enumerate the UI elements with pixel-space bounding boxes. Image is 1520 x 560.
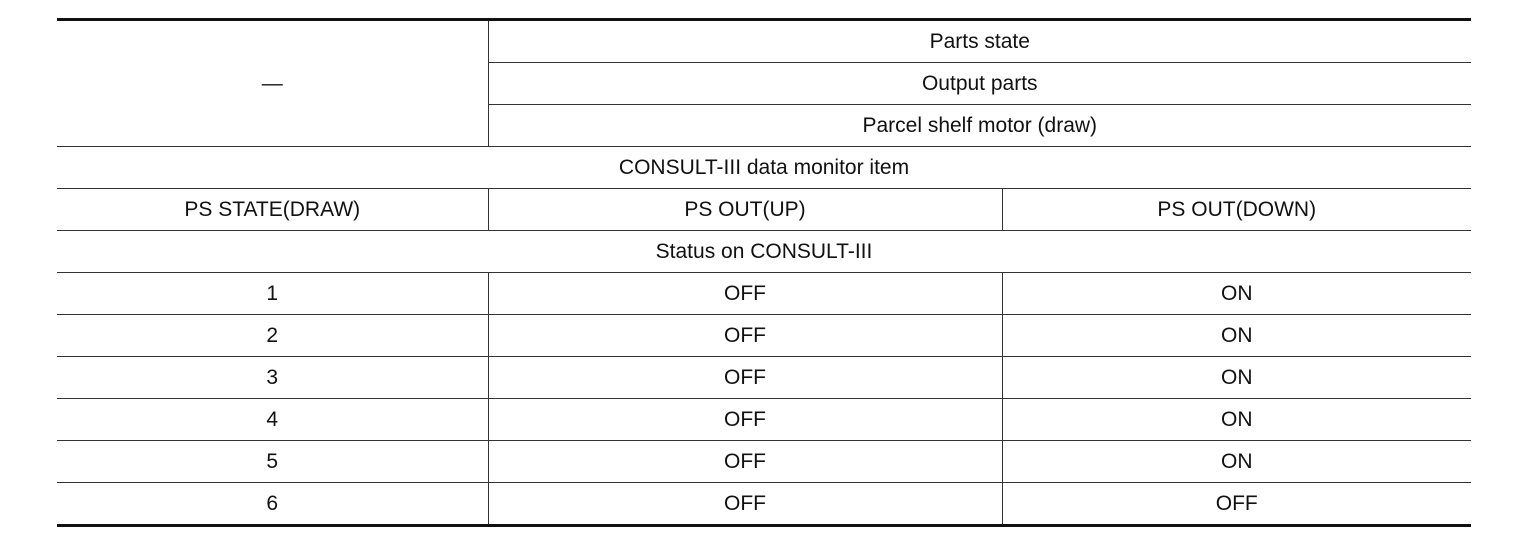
ps-out-up-cell: OFF [488, 399, 1002, 441]
table-row [57, 315, 1471, 357]
top-left-cell [57, 20, 488, 147]
parts-state-header: Parts state [488, 20, 1471, 63]
ps-state-draw-cell: 3 [57, 357, 488, 399]
parcel-shelf-motor-header: Parcel shelf motor (draw) [488, 105, 1471, 147]
ps-out-down-cell: ON [1002, 441, 1471, 483]
ps-state-draw-cell: 1 [57, 273, 488, 315]
ps-state-draw-cell: 4 [57, 399, 488, 441]
ps-out-up-cell: OFF [488, 483, 1002, 526]
status-on-consult-header: Status on CONSULT-III [57, 231, 1471, 273]
ps-state-draw-cell: 2 [57, 315, 488, 357]
table-row [57, 441, 1471, 483]
data-monitor-item-header: CONSULT-III data monitor item [57, 147, 1471, 189]
column-header-ps-state-draw: PS STATE(DRAW) [57, 189, 488, 231]
header-row-data-monitor-item [57, 147, 1471, 189]
column-header-row [57, 189, 1471, 231]
column-header-ps-out-down: PS OUT(DOWN) [1002, 189, 1471, 231]
empty-header-dash: — [261, 71, 283, 95]
ps-out-down-cell: ON [1002, 357, 1471, 399]
output-parts-header: Output parts [488, 63, 1471, 105]
ps-out-up-cell: OFF [488, 273, 1002, 315]
ps-out-down-cell: OFF [1002, 483, 1471, 526]
ps-out-up-cell: OFF [488, 315, 1002, 357]
ps-out-up-cell: OFF [488, 441, 1002, 483]
ps-state-draw-cell: 5 [57, 441, 488, 483]
ps-out-down-cell: ON [1002, 315, 1471, 357]
ps-out-down-cell: ON [1002, 399, 1471, 441]
ps-out-down-cell: ON [1002, 273, 1471, 315]
header-row-parts-state [57, 20, 1471, 63]
header-row-status-on-consult [57, 231, 1471, 273]
ps-out-up-cell: OFF [488, 357, 1002, 399]
table-row [57, 399, 1471, 441]
table-row [57, 273, 1471, 315]
column-header-ps-out-up: PS OUT(UP) [488, 189, 1002, 231]
parcel-shelf-status-table [57, 18, 1471, 527]
table-row [57, 483, 1471, 526]
table-row [57, 357, 1471, 399]
ps-state-draw-cell: 6 [57, 483, 488, 526]
